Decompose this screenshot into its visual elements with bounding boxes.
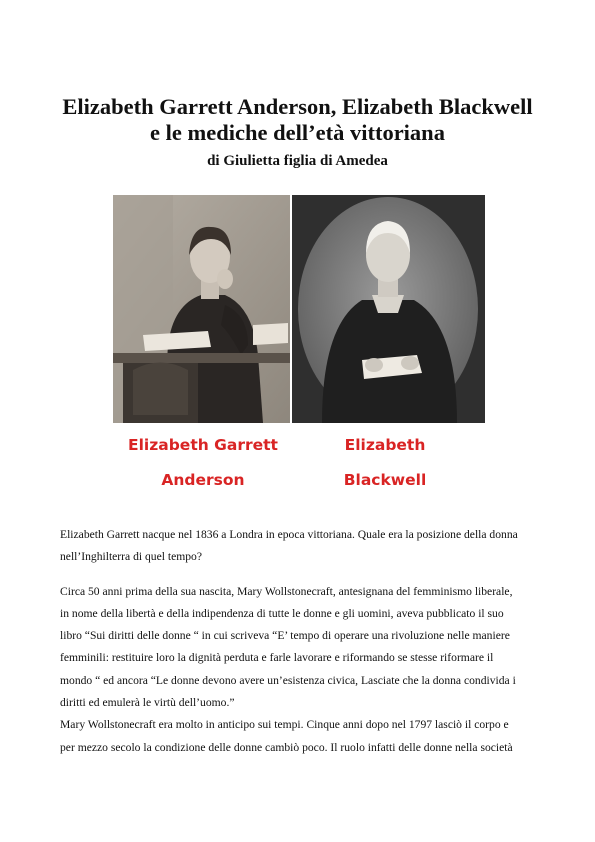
text-line: Circa 50 anni prima della sua nascita, Mary Wollstonecraft, antesignana del femminismo liberale,: [60, 584, 513, 598]
caption-left-line-2: Anderson: [161, 471, 245, 489]
text-line: nell’Inghilterra di quel tempo?: [60, 550, 202, 564]
portrait-elizabeth-garrett-anderson: [113, 195, 290, 423]
text-line: in nome della libertà e della indipendenza di tutte le donne e gli uomini, aveva pubblicato il suo: [60, 606, 504, 620]
document-title: [0, 94, 595, 146]
text-line: femminili: restituire loro la dignità perduta e farle lavorare e riformando se stesse riformare il: [60, 651, 494, 665]
text-line: mondo “ ed ancora “Le donne devono avere un’esistenza civica, Lasciate che la donna condivida i: [60, 673, 516, 687]
caption-right-line-1: Elizabeth: [344, 436, 426, 454]
caption-left-line-1: Elizabeth Garrett: [128, 436, 278, 454]
title-line-2: e le mediche dell’età vittoriana: [150, 120, 445, 145]
paragraph-2: [60, 581, 538, 759]
paragraph-1: [60, 524, 538, 569]
text-line: Elizabeth Garrett nacque nel 1836 a Londra in epoca vittoriana. Quale era la posizione della donna: [60, 528, 518, 541]
text-line: Mary Wollstonecraft era molto in anticipo sui tempi. Cinque anni dopo nel 1797 lasciò il corpo e: [60, 718, 509, 732]
text-line: diritti ed emulerà le virtù dell’uomo.”: [60, 696, 235, 710]
portrait-photos: [113, 195, 485, 423]
document-subtitle: di Giulietta figlia di Amedea: [207, 153, 388, 169]
paragraph-gap: [60, 569, 538, 581]
title-line-1: Elizabeth Garrett Anderson, Elizabeth Blackwell: [62, 94, 533, 119]
text-line: per mezzo secolo la condizione delle donne cambiò poco. Il ruolo infatti delle donne nella società: [60, 740, 513, 754]
caption-right-line-2: Blackwell: [343, 471, 427, 489]
portrait-elizabeth-blackwell: [292, 195, 485, 423]
body-text: [60, 524, 538, 759]
text-line: libro “Sui diritti delle donne “ in cui scriveva “E’ tempo di operare una rivoluzione nelle maniere: [60, 629, 510, 643]
